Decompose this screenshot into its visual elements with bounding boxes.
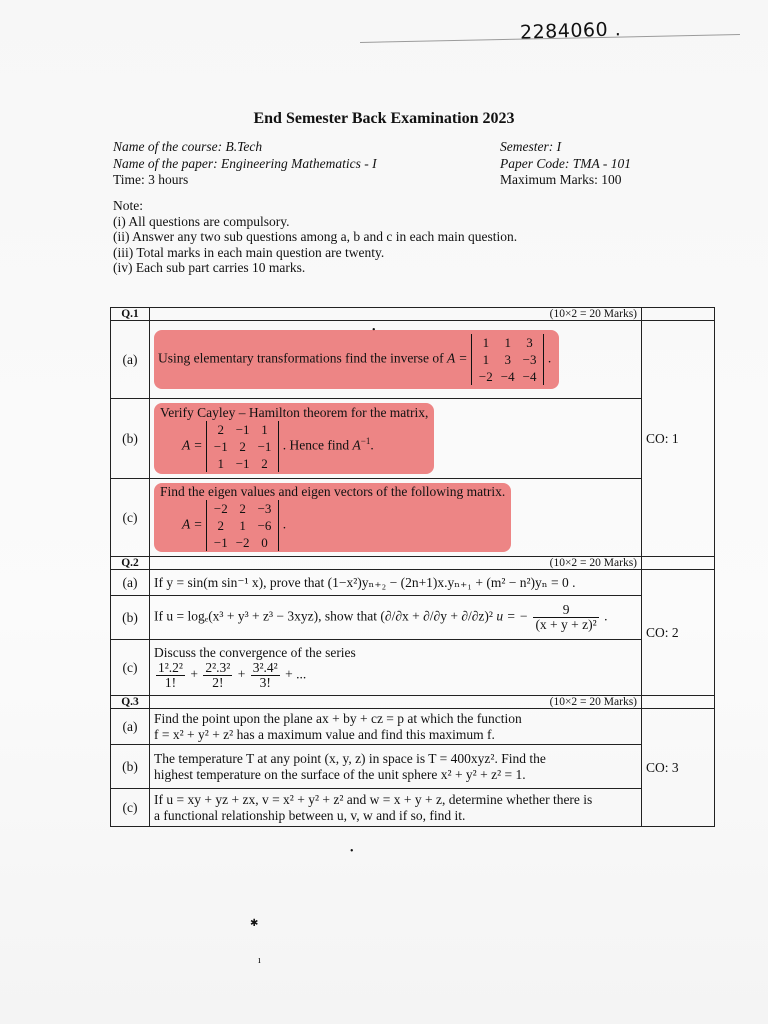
series-term xyxy=(156,661,185,690)
q2-label: Q.2 xyxy=(111,557,150,570)
q2b-label: (b) xyxy=(111,596,150,640)
q1a-content xyxy=(150,321,642,399)
note-section xyxy=(113,198,517,276)
q1c-row xyxy=(111,479,715,557)
q1b-text: Verify Cayley – Hamilton theorem for the matrix, xyxy=(160,405,429,420)
matrix-cell: −4 xyxy=(500,369,515,384)
matrix-cell: 1 xyxy=(261,422,268,437)
q1c-content xyxy=(150,479,642,557)
q2c-text: Discuss the convergence of the series xyxy=(154,645,356,660)
q2a-row xyxy=(111,570,715,596)
q3a-label: (a) xyxy=(111,709,150,745)
q3c-content xyxy=(150,789,642,827)
matrix-cell: 1 xyxy=(217,456,225,471)
fraction-denominator: (x + y + z)² xyxy=(535,617,597,632)
q1c-label: (c) xyxy=(111,479,150,557)
q2b-end: . xyxy=(604,608,608,624)
note-heading: Note: xyxy=(113,198,143,213)
q3-marks: (10×2 = 20 Marks) xyxy=(150,696,642,709)
q2c-content: Discuss the convergence of the series $\frac{\text{1².2²}}{1!}$ + $\frac{\text{2².3²}}{2!}$ + $\frac{\text{3².4²}}{3!}$ + ... xyxy=(150,640,642,696)
q3b-line2: highest temperature on the surface of the unit sphere x² + y² + z² = 1. xyxy=(154,766,526,782)
q1-header-row xyxy=(111,308,715,321)
q2b-pre: If u = logₑ(x³ + y³ + z³ − 3xyz), show that xyxy=(154,608,378,624)
matrix-cell: −2 xyxy=(235,535,250,550)
questions-table xyxy=(110,307,715,827)
stray-mark: ı xyxy=(258,955,261,966)
matrix-cell: 2 xyxy=(217,518,225,533)
q3c-line1: If u = xy + yz + zx, v = x² + y² + z² and w = x + y + z, determine whether there is xyxy=(154,791,593,807)
q3c-line2: a functional relationship between u, v, w and if so, find it. xyxy=(154,807,466,823)
q3b-row xyxy=(111,745,715,789)
q1-marks: (10×2 = 20 Marks) xyxy=(150,308,642,321)
q1b-content xyxy=(150,399,642,479)
q1a-lhs: A = xyxy=(447,350,468,366)
q1b-label: (b) xyxy=(111,399,150,479)
q1-label: Q.1 xyxy=(111,308,150,321)
note-item: (iii) Total marks in each main question are twenty. xyxy=(113,244,385,260)
q3a-content xyxy=(150,709,642,745)
q3a-row xyxy=(111,709,715,745)
q1c-text: Find the eigen values and eigen vectors of the following matrix. xyxy=(160,484,506,499)
q1b-lhs: A = xyxy=(182,437,203,453)
q2-marks: (10×2 = 20 Marks) xyxy=(150,557,642,570)
matrix-cell: −2 xyxy=(213,501,228,516)
q2b-fraction xyxy=(533,603,598,632)
q2b-mid: u = − xyxy=(496,608,529,624)
fraction-numerator: 3².4² xyxy=(252,660,278,675)
q3c-label: (c) xyxy=(111,789,150,827)
q1a-label: (a) xyxy=(111,321,150,399)
serial-number: 2284060 . xyxy=(519,18,622,44)
q3a-line2: f = x² + y² + z² has a maximum value and find this maximum f. xyxy=(154,726,495,742)
fraction-denominator: 2! xyxy=(212,675,224,690)
stray-mark: • xyxy=(350,846,354,857)
q2a-text: If y = sin(m sin⁻¹ x), prove that (1−x²)yₙ₊₂ − (2n+1)x.yₙ₊₁ + (m² − n²)yₙ = 0 . xyxy=(150,570,642,596)
matrix-cell: −1 xyxy=(213,439,228,454)
course-name: Name of the course: B.Tech xyxy=(113,139,263,154)
matrix-cell: −3 xyxy=(257,501,272,516)
q3a-line1: Find the point upon the plane ax + by + cz = p at which the function xyxy=(154,710,522,726)
series-term xyxy=(251,661,280,690)
matrix-cell: −2 xyxy=(478,369,493,384)
q1a-end: . xyxy=(547,350,552,366)
q1b-row xyxy=(111,399,715,479)
course-info xyxy=(113,139,377,189)
q1b-tail-exponent: −1 xyxy=(360,436,371,447)
q1c-lhs: A = xyxy=(182,516,203,532)
q1a-text: Using elementary transformations find the inverse of xyxy=(158,350,444,366)
q3b-line1: The temperature T at any point (x, y, z) in space is T = 400xyz². Find the xyxy=(154,750,546,766)
matrix-cell: 2 xyxy=(261,456,268,471)
matrix-cell: 1 xyxy=(482,352,490,367)
matrix-cell: −1 xyxy=(213,535,228,550)
q2b-operator: (∂/∂x + ∂/∂y + ∂/∂z)² xyxy=(380,608,493,624)
series-end: + ... xyxy=(285,666,307,682)
matrix-cell: −4 xyxy=(522,369,537,384)
fraction-denominator: 1! xyxy=(164,675,177,690)
q2a-label: (a) xyxy=(111,570,150,596)
q1b-tail: . Hence find xyxy=(282,437,350,453)
highlight-q1b xyxy=(154,403,434,474)
matrix-cell: −1 xyxy=(235,422,250,437)
matrix-cell: 2 xyxy=(239,439,246,454)
fraction-numerator: 1².2² xyxy=(158,660,183,675)
time-info: Time: 3 hours xyxy=(113,172,189,187)
note-item: (i) All questions are compulsory. xyxy=(113,213,290,229)
paper-meta xyxy=(500,139,631,189)
matrix-cell: 1 xyxy=(482,335,490,350)
q2-header-row xyxy=(111,557,715,570)
matrix-cell: 2 xyxy=(217,422,225,437)
q2c-row xyxy=(111,640,715,696)
matrix-cell: −6 xyxy=(257,518,272,533)
matrix-cell: −1 xyxy=(235,456,250,471)
fraction-denominator: 3! xyxy=(259,675,271,690)
q3b-label: (b) xyxy=(111,745,150,789)
matrix-cell: −1 xyxy=(257,439,272,454)
note-item: (iv) Each sub part carries 10 marks. xyxy=(113,260,306,275)
highlight-q1c xyxy=(154,483,511,552)
highlight-q1a xyxy=(154,330,559,389)
q1a-row xyxy=(111,321,715,399)
q3-co: CO: 3 xyxy=(642,709,715,827)
matrix-cell: 1 xyxy=(239,518,246,533)
matrix-cell: −3 xyxy=(522,352,537,367)
note-item: (ii) Answer any two sub questions among a, b and c in each main question. xyxy=(113,229,518,244)
q1c-matrix xyxy=(206,500,280,551)
q2b-row xyxy=(111,596,715,640)
q1b-end: . xyxy=(370,437,374,453)
fraction-numerator: 2².3² xyxy=(205,660,231,675)
q2-co: CO: 2 xyxy=(642,570,715,696)
paper-code: Paper Code: TMA - 101 xyxy=(500,155,631,171)
matrix-cell: 3 xyxy=(526,335,533,350)
exam-title: End Semester Back Examination 2023 xyxy=(253,110,515,127)
paper-name: Name of the paper: Engineering Mathematics - I xyxy=(113,155,377,171)
q1b-tail-symbol: A xyxy=(352,437,361,453)
q3-label: Q.3 xyxy=(111,696,150,709)
series-term xyxy=(203,661,232,690)
matrix-cell: 0 xyxy=(261,535,268,550)
q1-co: CO: 1 xyxy=(642,321,715,557)
stray-mark: ✱ xyxy=(250,918,259,929)
q3c-row xyxy=(111,789,715,827)
q1a-matrix xyxy=(471,334,545,385)
matrix-cell: 1 xyxy=(504,335,511,350)
q3b-content xyxy=(150,745,642,789)
fraction-numerator: 9 xyxy=(533,603,598,618)
q2c-label: (c) xyxy=(111,640,150,696)
q2b-content xyxy=(150,596,642,640)
q3-header-row xyxy=(111,696,715,709)
q1c-end: . xyxy=(282,516,287,532)
q1b-matrix xyxy=(206,421,280,472)
semester-info: Semester: I xyxy=(500,139,562,154)
matrix-cell: 2 xyxy=(239,501,246,516)
matrix-cell: 3 xyxy=(504,352,511,367)
max-marks: Maximum Marks: 100 xyxy=(500,172,622,187)
